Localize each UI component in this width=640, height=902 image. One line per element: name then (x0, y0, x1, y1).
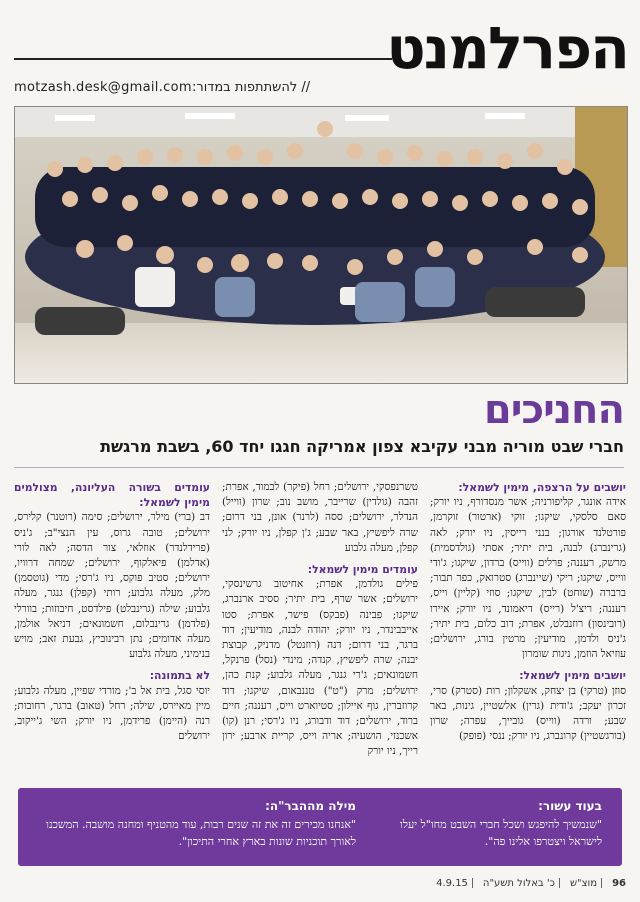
caption-text: אידה אונגר, קליפורניה; אשר מנסדורף, ניו יורק; סאם סלסקי, שיקגו; זוקי (ארטור) זוקרמן, פורטלנד אורגון; בנני רייסין, ניו יורק; לאה (גרינברג) לבנה, בית יתיר; אסתי (גולדסמית) מרשק, רעננה; פרלים (ווייס) ברדון, שיקגו; ג'ודי ווייס, שיקגו; ריקי (שיינברג) סטרואק, כפר תבור; ברברה (שוחט) לבין, שיקגו; סוזי (קליין) וייס, רעננה; ריצ'ל (רייס) דיאמונד, ניו יורק; איירו (רובינסון) רוזנבלט, אפרת; דוב כלום, בית יתיר; ג'ניס ולדמן, מודיעין; מרטין בורג, ירושלים; עוזיאל הוזמן, ניגות שומרון (430, 496, 626, 661)
footer-hebrew-date: כ' באלול תשע"ה (482, 878, 555, 889)
callout-quote (36, 798, 356, 858)
caption-text: דב (ברי) מילר, ירושלים; סימה (רוטנר) קלירס, ירושלים; טובה גרוס, עין הנצי"ב; ג'ניס (פרידלנדר) אוזלאי, צור הדסה; לאה לורי (אדלמן) פיאלקוף, ירושלים; שמחה דרוויו, ירושלים; סטיב פוקס, ניו ג'רסי; מדי (גוטסמן) מלק, מעלה גלבוע; רותי (קפלן) גנגר, מעלה גלבוע; שילה (גרינבלט) פילדסט, חיבוזות; בוורלי (פלדמן) גרינבלום, חשמונאים; דניאל אולמן, מעלה אדומים; נתן רבינוביץ, גבעת זאב; מויש בנימיני, מעלה גלבוע (14, 511, 210, 661)
callout-future-text: "שנמשיך להיפגש ושכל חברי השבט מחו"ל יעלו לישראל ויצטרפו אלינו פה". (400, 818, 602, 848)
callout-box (18, 788, 622, 866)
contact-email[interactable]: motzash.desk@gmail.com (14, 80, 192, 95)
contact-label: // להשתתפות במדור: (192, 80, 311, 95)
group-photo (14, 106, 628, 384)
masthead (14, 14, 628, 84)
caption-column-left (14, 480, 210, 782)
masthead-rule (14, 58, 392, 60)
caption-heading: עומדים מימין לשמאל: (307, 563, 418, 577)
footer-divider (472, 878, 473, 888)
footer-divider (559, 878, 560, 888)
caption-text: יוסי סגל, בית אל ב'; מורדי שפיין, מעלה גלבוע; מיין מאיירס, שילה; רחל (טאוב) ברגר, רחובות; רנה (היימן) פרידמן, ניו יורק; השי ג'ייקוב, ירושלים (14, 684, 210, 743)
page-footer (430, 878, 626, 892)
caption-column-middle (222, 480, 418, 782)
caption-text: סוזן (טרקי) בן יצחק, אשקלון; רות (סטרק) סרי, זכרון יעקב; ג'ודית (גרין) אלשטיין, גינות, באר שבע; ורדה (ווייס) גובייך, עפרה; שרון (בורגשטיין) קרונברג, ניו יורק; ננסי (פופק) (430, 684, 626, 743)
caption-columns (14, 480, 626, 782)
footer-date: 4.9.15 (436, 878, 468, 889)
caption-heading: יושבים על הרצפה, מימין לשמאל: (458, 481, 626, 494)
callout-quote-text: "אנחנו מכירים זה את זה שנים רבות, עוד מהטניף ומחנה מושבה. המשכנו לאורך תוכניות שונות בארץ אחרי התיכון". (46, 818, 356, 848)
contact-row (14, 80, 626, 98)
section-subtitle: חברי שבט מוריה מבני עקיבא צפון אמריקה חגגו יחד 60, בשבת מרגשת (14, 437, 624, 468)
caption-heading: עומדים בשורה העליונה, מצולמים מימין לשמאל: (14, 481, 210, 510)
caption-text: טשרנפסקי, ירושלים; רחל (פיקר) לבמוד, אפרת; זהבה (גולדין) שרייבר, מושב נוב; שרון (ווייל) הנדלר, ירושלים; ססה (לרנר) אונן, בני דרום; שרה ליפשיץ, באר שבע; ג'ן קפלן, ניו יורק; לני קפלן, מעלה גלבוע (222, 481, 418, 554)
caption-text: פילים גולדמן, אפרת; אחיטוב גרשינסקי, ירושלים; אשר שרף, בית יתיר; ססיב ארנברג, שיקגו; פבינה (פבקס) פישר, אפרת; סטו אייבבינדר, ניו יורק; יהודה לבנה, מודיעין; דוד ברגר, בני דרום; דנה (רוזנטל) מדניק, קבוצת יבנה; שרה ליפשיץ, קנדה; מינדי (נסל) פרנקל, חשמונאים; ג'רי גנגר, מעלה גלבוע; קנת כהן, ירושלים; מרק ("ט") טננבאום, שיקגו; דוד קרוזברין, גוף איילון; סטיוארט וייס, רעננה; חיים ברוד, ירושלים; דוד ודבורג, ניו ג'רסי; רנן (קו) אשכנזי, הושעיה; אריה וייס, קריית ארבע; ירון רייך, ניו יורק (222, 578, 418, 758)
callout-future-title: בעוד עשור: (538, 799, 602, 813)
caption-heading: יושבים מימין לשמאל: (519, 669, 626, 683)
footer-divider (601, 878, 602, 888)
page-title: הפרלמנט (386, 14, 628, 82)
caption-column-right (430, 480, 626, 782)
caption-heading: לא בתמונה: (149, 669, 210, 683)
section-title: החניכים (483, 387, 624, 433)
page-number: 96 (612, 878, 626, 889)
footer-brand: מוצ"ש (569, 878, 598, 889)
callout-future (372, 798, 602, 858)
callout-quote-title: מילה מההבר"ה: (265, 799, 356, 813)
group-photo-image (15, 107, 627, 383)
